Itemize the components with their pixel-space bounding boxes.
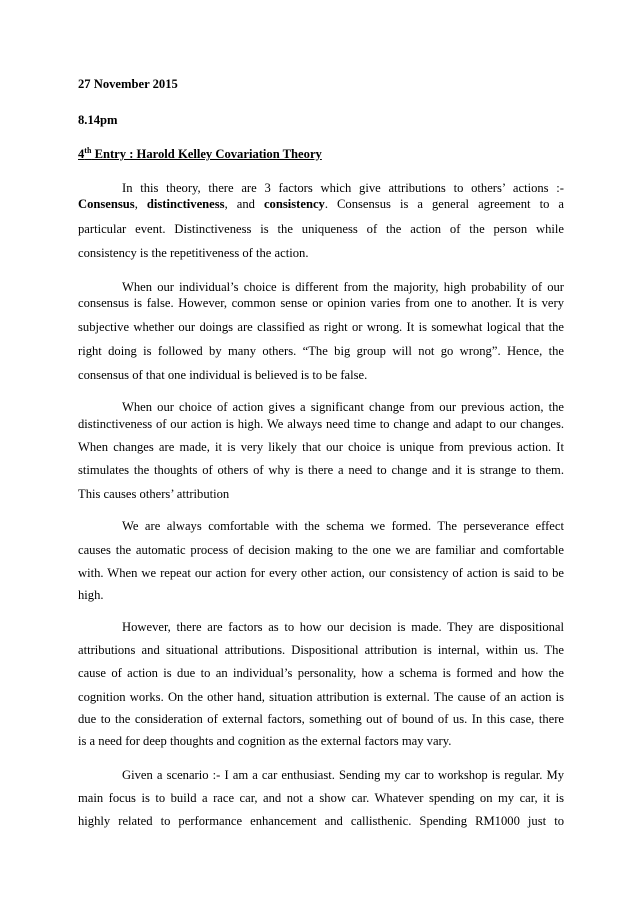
paragraph-line: distinctiveness of our action is high. We always need time to change and adapt to our changes.	[78, 417, 564, 431]
paragraph-line: main focus is to build a race car, and not a show car. Whatever spending on my car, it is	[78, 791, 564, 805]
paragraph-line: When changes are made, it is very likely that our choice is unique from previous action. It	[78, 440, 564, 454]
paragraph-line: causes the automatic process of decision making to the one we are familiar and comfortable	[78, 543, 564, 557]
paragraph-line: Consensus, distinctiveness, and consistency. Consensus is a general agreement to a	[78, 197, 564, 211]
entry-date: 27 November 2015	[78, 77, 178, 91]
paragraph-line: cognition works. On the other hand, situation attribution is external. The cause of an action is	[78, 690, 564, 704]
paragraph-line: right doing is followed by many others. “The big group will not go wrong”. Hence, the	[78, 344, 564, 358]
term-distinctiveness: distinctiveness	[146, 197, 225, 211]
paragraph-line: consistency is the repetitiveness of the action.	[78, 246, 309, 260]
paragraph-line: particular event. Distinctiveness is the uniqueness of the action of the person while	[78, 222, 564, 236]
paragraph-line: We are always comfortable with the schema we formed. The perseverance effect	[122, 519, 564, 533]
entry-number-suffix: th	[84, 145, 92, 155]
paragraph-line: However, there are factors as to how our decision is made. They are dispositional	[122, 620, 564, 634]
paragraph-line: due to the consideration of external factors, something out of bound of us. In this case, there	[78, 712, 564, 726]
paragraph-line: is a need for deep thoughts and cognition as the external factors may vary.	[78, 734, 452, 748]
term-consistency: consistency	[263, 197, 325, 211]
paragraph-line: subjective whether our doings are classified as right or wrong. It is somewhat logical that the	[78, 320, 564, 334]
paragraph-line: When our choice of action gives a significant change from our previous action, the	[122, 400, 564, 414]
paragraph-line: with. When we repeat our action for every other action, our consistency of action is said to be	[78, 566, 564, 580]
paragraph-line: attributions and situational attributions. Dispositional attribution is internal, within us. The	[78, 643, 564, 657]
paragraph-line: consensus of that one individual is believed is to be false.	[78, 368, 368, 382]
paragraph-line: This causes others’ attribution	[78, 487, 230, 501]
entry-time: 8.14pm	[78, 113, 118, 127]
paragraph-line: In this theory, there are 3 factors which give attributions to others’ actions :-	[122, 181, 564, 195]
paragraph-line: stimulates the thoughts of others of why is there a need to change and it is strange to them.	[78, 463, 564, 477]
entry-heading	[78, 147, 564, 162]
paragraph-line: When our individual’s choice is different from the majority, high probability of our	[122, 280, 564, 294]
entry-title: Entry : Harold Kelley Covariation Theory	[91, 147, 322, 161]
paragraph-line: cause of action is due to an individual’s personality, how a schema is formed and how the	[78, 666, 564, 680]
paragraph-line: highly related to performance enhancement and callisthenic. Spending RM1000 just to	[78, 814, 564, 828]
term-consensus: Consensus	[78, 197, 135, 211]
paragraph-line: Given a scenario :- I am a car enthusiast. Sending my car to workshop is regular. My	[122, 768, 564, 782]
paragraph-line: consensus is false. However, common sense or opinion varies from one to another. It is very	[78, 296, 564, 310]
paragraph-line: high.	[78, 588, 104, 602]
entry-number: 4	[78, 147, 85, 161]
